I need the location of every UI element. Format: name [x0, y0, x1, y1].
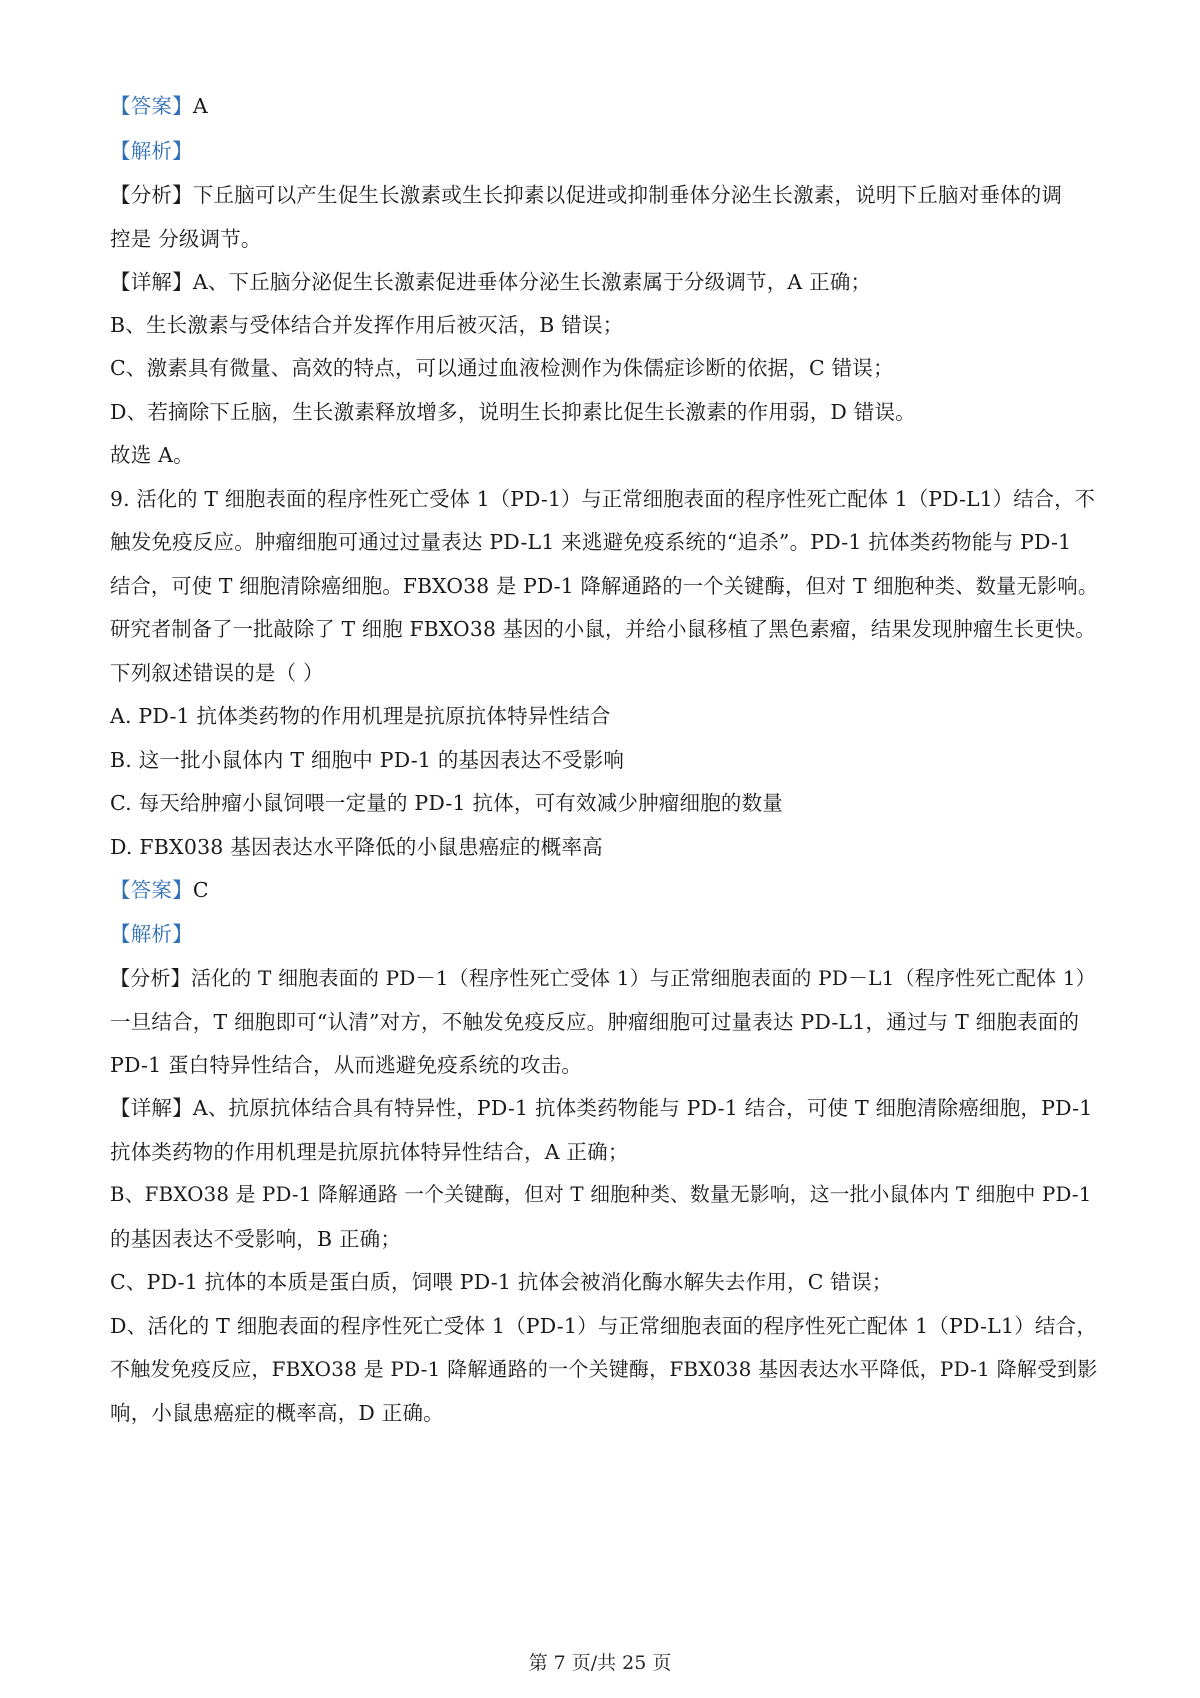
q8-detail-line-b: B、生长激素与受体结合并发挥作用后被灭活，B 错误； — [110, 313, 624, 337]
q8-fenxi-line-1 — [110, 181, 1100, 209]
q9-stem-line: 9. 活化的 T 细胞表面的程序性死亡受体 1（PD-1）与正常细胞表面的程序性死亡配体 1（PD-L1）结合，不 — [110, 487, 1096, 511]
q9-option-b: B. 这一批小鼠体内 T 细胞中 PD-1 的基因表达不受影响 — [110, 748, 625, 772]
detail-tag: 【详解】 — [110, 1096, 193, 1120]
fenxi-tag: 【分析】 — [110, 183, 193, 207]
q8-fenxi-line-2: 控是 分级调节。 — [110, 227, 262, 251]
analysis-tag: 【解析】 — [110, 139, 193, 163]
q9-detail-line-6: D、活化的 T 细胞表面的程序性死亡受体 1（PD-1）与正常细胞表面的程序性死亡配体 1（PD-L1）结合， — [110, 1314, 1098, 1338]
q8-answer-line — [110, 92, 1100, 120]
q8-detail-line-d: D、若摘除下丘脑，生长激素释放增多，说明生长抑素比促生长激素的作用弱，D 错误。 — [110, 400, 916, 424]
q9-analysis-line — [110, 920, 1100, 948]
q8-detail-line-a — [110, 268, 1100, 296]
q9-option-d: D. FBX038 基因表达水平降低的小鼠患癌症的概率高 — [110, 835, 603, 859]
detail-text: A、抗原抗体结合具有特异性，PD-1 抗体类药物能与 PD-1 结合，可使 T 细胞清除癌细胞，PD-1 — [192, 1096, 1093, 1120]
q9-answer-line — [110, 876, 1100, 904]
fenxi-tag: 【分析】 — [110, 966, 191, 990]
q9-stem-line: 触发免疫反应。肿瘤细胞可通过过量表达 PD-L1 来逃避免疫系统的“追杀”。PD-1 抗体类药物能与 PD-1 — [110, 530, 1072, 554]
answer-value: C — [192, 878, 209, 902]
q9-stem-line: 结合，可使 T 细胞清除癌细胞。FBXO38 是 PD-1 降解通路的一个关键酶，但对 T 细胞种类、数量无影响。 — [110, 574, 1099, 598]
q9-detail-line-4: 的基因表达不受影响，B 正确； — [110, 1227, 402, 1251]
detail-tag: 【详解】 — [110, 270, 193, 294]
fenxi-text: 活化的 T 细胞表面的 PD－1（程序性死亡受体 1）与正常细胞表面的 PD－L1（程序性死亡配体 1） — [190, 966, 1096, 990]
q9-option-a: A. PD-1 抗体类药物的作用机理是抗原抗体特异性结合 — [110, 704, 611, 728]
q9-fenxi-line-3: PD-1 蛋白特异性结合，从而逃避免疫系统的攻击。 — [110, 1053, 583, 1077]
q9-option-c: C. 每天给肿瘤小鼠饲喂一定量的 PD-1 抗体，可有效减少肿瘤细胞的数量 — [110, 791, 783, 815]
q9-detail-line-7: 不触发免疫反应，FBXO38 是 PD-1 降解通路的一个关键酶，FBX038 基因表达水平降低，PD-1 降解受到影 — [110, 1357, 1098, 1381]
q9-detail-line-5: C、PD-1 抗体的本质是蛋白质，饲喂 PD-1 抗体会被消化酶水解失去作用，C 错误； — [110, 1270, 893, 1294]
detail-text: A、下丘脑分泌促生长激素促进垂体分泌生长激素属于分级调节，A 正确； — [192, 270, 872, 294]
fenxi-text: 下丘脑可以产生促生长激素或生长抑素以促进或抑制垂体分泌生长激素，说明下丘脑对垂体的调 — [192, 183, 1063, 207]
q9-detail-line-1 — [110, 1094, 1100, 1122]
q9-detail-line-8: 响，小鼠患癌症的概率高，D 正确。 — [110, 1401, 444, 1425]
q8-conclusion: 故选 A。 — [110, 443, 194, 467]
q8-detail-line-c: C、激素具有微量、高效的特点，可以通过血液检测作为侏儒症诊断的依据，C 错误； — [110, 356, 894, 380]
q8-analysis-line — [110, 137, 1100, 165]
q9-detail-line-3: B、FBXO38 是 PD-1 降解通路 一个关键酶，但对 T 细胞种类、数量无影响，这一批小鼠体内 T 细胞中 PD-1 — [110, 1183, 1092, 1206]
answer-tag: 【答案】 — [110, 878, 193, 902]
answer-value: A — [192, 94, 208, 118]
answer-tag: 【答案】 — [110, 94, 193, 118]
page-number-footer: 第 7 页/共 25 页 — [528, 1652, 672, 1674]
q9-stem-line: 研究者制备了一批敲除了 T 细胞 FBXO38 基因的小鼠，并给小鼠移植了黑色素瘤，结果发现肿瘤生长更快。 — [110, 617, 1096, 641]
q9-stem-line: 下列叙述错误的是（ ） — [110, 661, 324, 685]
q9-detail-line-2: 抗体类药物的作用机理是抗原抗体特异性结合，A 正确； — [110, 1140, 629, 1164]
q9-fenxi-line-1 — [110, 964, 1100, 992]
q9-fenxi-line-2: 一旦结合，T 细胞即可“认清”对方，不触发免疫反应。肿瘤细胞可过量表达 PD-L1，通过与 T 细胞表面的 — [110, 1010, 1080, 1034]
analysis-tag: 【解析】 — [110, 922, 193, 946]
